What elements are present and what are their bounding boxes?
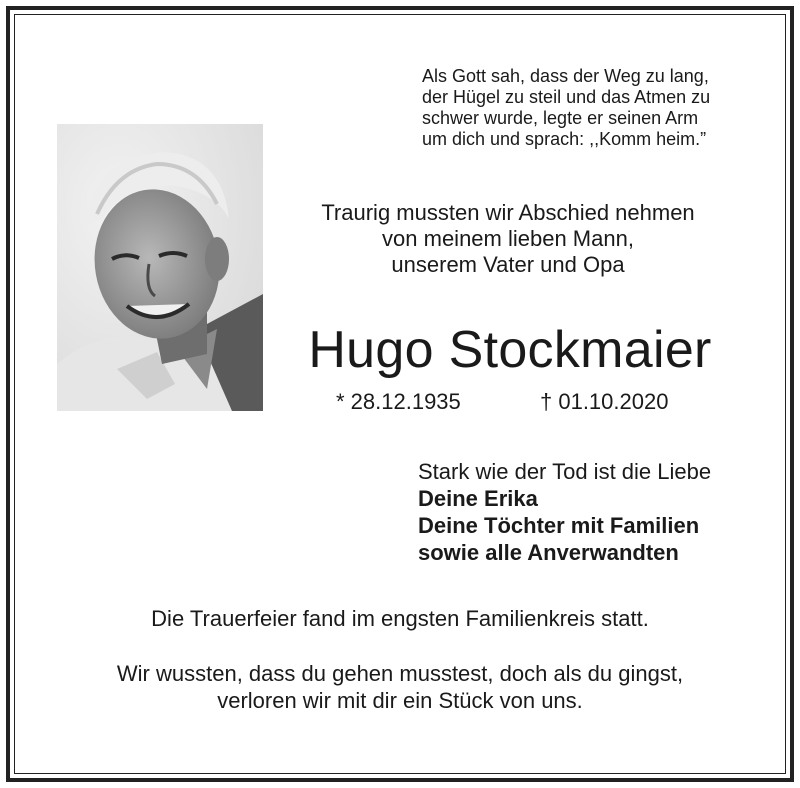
closing-line: Wir wussten, dass du gehen musstest, doch als du gingst, — [116, 661, 684, 686]
birth-date: * 28.12.1935 — [336, 389, 461, 414]
poem-line: schwer wurde, legte er seinen Arm — [422, 108, 699, 128]
closing-line: verloren wir mit dir ein Stück von uns. — [217, 688, 583, 713]
poem-line: um dich und sprach: ,,Komm heim.” — [422, 129, 707, 149]
mourner-line: sowie alle Anverwandten — [418, 540, 679, 565]
intro-text — [278, 200, 738, 278]
deceased-name: Hugo Stockmaier — [308, 321, 712, 379]
mourner-line: Deine Töchter mit Familien — [418, 513, 700, 538]
death-date: † 01.10.2020 — [540, 389, 669, 414]
motto: Stark wie der Tod ist die Liebe — [418, 459, 712, 484]
intro-line: von meinem lieben Mann, — [382, 226, 634, 251]
poem-line: der Hügel zu steil und das Atmen zu — [422, 87, 711, 107]
intro-line: unserem Vater und Opa — [391, 252, 625, 277]
poem-line: Als Gott sah, dass der Weg zu lang, — [422, 66, 709, 86]
ceremony-note: Die Trauerfeier fand im engsten Familienkreis statt. — [151, 606, 649, 631]
poem-block — [422, 66, 762, 150]
intro-line: Traurig mussten wir Abschied nehmen — [321, 200, 695, 225]
signoff-block — [418, 458, 778, 566]
portrait-photo — [57, 124, 263, 411]
closing-text — [20, 660, 780, 714]
mourner-line: Deine Erika — [418, 486, 538, 511]
